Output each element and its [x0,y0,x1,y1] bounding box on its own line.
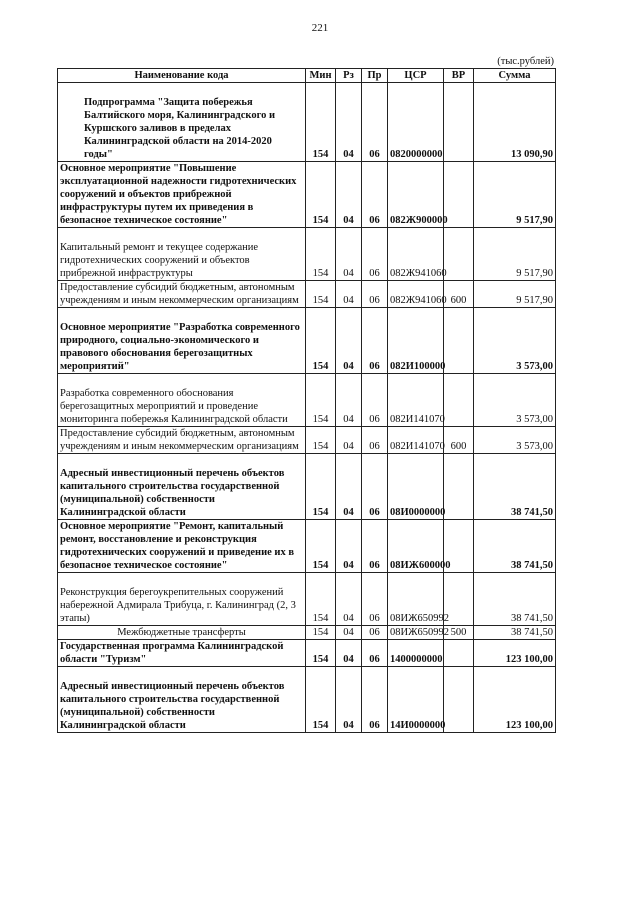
table-row [58,281,556,308]
row-pr: 06 [362,228,388,281]
row-pr: 06 [362,520,388,573]
row-min: 154 [306,573,336,626]
row-sum: 9 517,90 [474,228,556,281]
budget-table [57,68,556,733]
table-row [58,308,556,374]
row-vr: 500 [444,626,474,640]
row-pr: 06 [362,162,388,228]
row-min: 154 [306,427,336,454]
row-sum: 123 100,00 [474,640,556,667]
row-pr: 06 [362,454,388,520]
row-name: Основное мероприятие "Повышение эксплуатационной надежности гидротехнических сооружений и объектов прибрежной инфраструктуры путем их приведения в безопасное техническое состояние" [58,162,306,228]
row-name: Подпрограмма "Защита побережья Балтийского моря, Калининградского и Куршского заливов в пределах Калининградской области на 2014-2020 годы" [58,83,306,162]
row-csr: 08ИЖ600000 [388,520,444,573]
row-sum: 9 517,90 [474,281,556,308]
row-csr: 082И141070 [388,374,444,427]
table-header-row [58,69,556,83]
row-min: 154 [306,281,336,308]
row-name: Межбюджетные трансферты [58,626,306,640]
row-name: Государственная программа Калининградской области "Туризм" [58,640,306,667]
row-csr: 082Ж941060 [388,228,444,281]
row-vr [444,640,474,667]
row-rz: 04 [336,308,362,374]
table-row [58,640,556,667]
header-name: Наименование кода [58,69,306,83]
row-csr: 08И0000000 [388,454,444,520]
row-vr [444,83,474,162]
row-pr: 06 [362,281,388,308]
row-vr: 600 [444,281,474,308]
header-sum: Сумма [474,69,556,83]
row-name: Разработка современного обоснования берегозащитных мероприятий и проведение мониторинга побережья Калининградской области [58,374,306,427]
row-min: 154 [306,667,336,733]
row-sum: 123 100,00 [474,667,556,733]
row-vr [444,374,474,427]
row-min: 154 [306,626,336,640]
row-name: Основное мероприятие "Разработка современного природного, социально-экономического и правового обоснования берегозащитных мероприятий" [58,308,306,374]
row-rz: 04 [336,626,362,640]
row-pr: 06 [362,374,388,427]
row-min: 154 [306,640,336,667]
table-row [58,626,556,640]
row-vr [444,667,474,733]
row-csr: 082И100000 [388,308,444,374]
row-min: 154 [306,454,336,520]
row-rz: 04 [336,162,362,228]
row-rz: 04 [336,83,362,162]
row-vr [444,454,474,520]
header-rz: Рз [336,69,362,83]
row-rz: 04 [336,454,362,520]
row-rz: 04 [336,573,362,626]
header-csr: ЦСР [388,69,444,83]
row-pr: 06 [362,626,388,640]
row-rz: 04 [336,374,362,427]
row-sum: 13 090,90 [474,83,556,162]
row-pr: 06 [362,667,388,733]
header-min: Мин [306,69,336,83]
row-rz: 04 [336,667,362,733]
row-min: 154 [306,162,336,228]
row-pr: 06 [362,640,388,667]
row-rz: 04 [336,640,362,667]
row-sum: 38 741,50 [474,454,556,520]
row-pr: 06 [362,83,388,162]
table-row [58,454,556,520]
row-sum: 3 573,00 [474,374,556,427]
table-row [58,520,556,573]
row-csr: 082И141070 [388,427,444,454]
table-row [58,667,556,733]
row-rz: 04 [336,281,362,308]
table-row [58,427,556,454]
row-vr [444,228,474,281]
row-csr: 082Ж900000 [388,162,444,228]
row-pr: 06 [362,427,388,454]
row-min: 154 [306,374,336,427]
units-label: (тыс.рублей) [497,56,554,67]
row-vr [444,162,474,228]
row-min: 154 [306,83,336,162]
row-pr: 06 [362,308,388,374]
row-min: 154 [306,308,336,374]
row-rz: 04 [336,427,362,454]
table-row [58,573,556,626]
table-row [58,83,556,162]
row-name: Предоставление субсидий бюджетным, автономным учреждениям и иным некоммерческим организациям [58,281,306,308]
table-row [58,374,556,427]
header-pr: Пр [362,69,388,83]
row-sum: 38 741,50 [474,626,556,640]
row-sum: 9 517,90 [474,162,556,228]
row-name: Предоставление субсидий бюджетным, автономным учреждениям и иным некоммерческим организациям [58,427,306,454]
row-name: Реконструкция берегоукрепительных сооружений набережной Адмирала Трибуца, г. Калининград (2, 3 этапы) [58,573,306,626]
row-sum: 3 573,00 [474,308,556,374]
row-name: Адресный инвестиционный перечень объектов капитального строительства государственной (муниципальной) собственности Калининградской области [58,454,306,520]
row-min: 154 [306,520,336,573]
row-csr: 0820000000 [388,83,444,162]
row-csr: 1400000000 [388,640,444,667]
row-rz: 04 [336,228,362,281]
row-min: 154 [306,228,336,281]
row-sum: 3 573,00 [474,427,556,454]
table-row [58,162,556,228]
row-name: Основное мероприятие "Ремонт, капитальный ремонт, восстановление и реконструкция гидротехнических сооружений и приведение их в безопасное техническое состояние" [58,520,306,573]
row-pr: 06 [362,573,388,626]
row-csr: 082Ж941060 [388,281,444,308]
row-csr: 08ИЖ650992 [388,573,444,626]
table-row [58,228,556,281]
row-name: Капитальный ремонт и текущее содержание гидротехнических сооружений и объектов прибрежной инфраструктуры [58,228,306,281]
row-csr: 14И0000000 [388,667,444,733]
row-vr: 600 [444,427,474,454]
row-sum: 38 741,50 [474,573,556,626]
row-csr: 08ИЖ650992 [388,626,444,640]
row-vr [444,308,474,374]
row-rz: 04 [336,520,362,573]
row-name: Адресный инвестиционный перечень объектов капитального строительства государственной (муниципальной) собственности Калининградской области [58,667,306,733]
row-sum: 38 741,50 [474,520,556,573]
page-number: 221 [311,22,329,34]
header-vr: ВР [444,69,474,83]
